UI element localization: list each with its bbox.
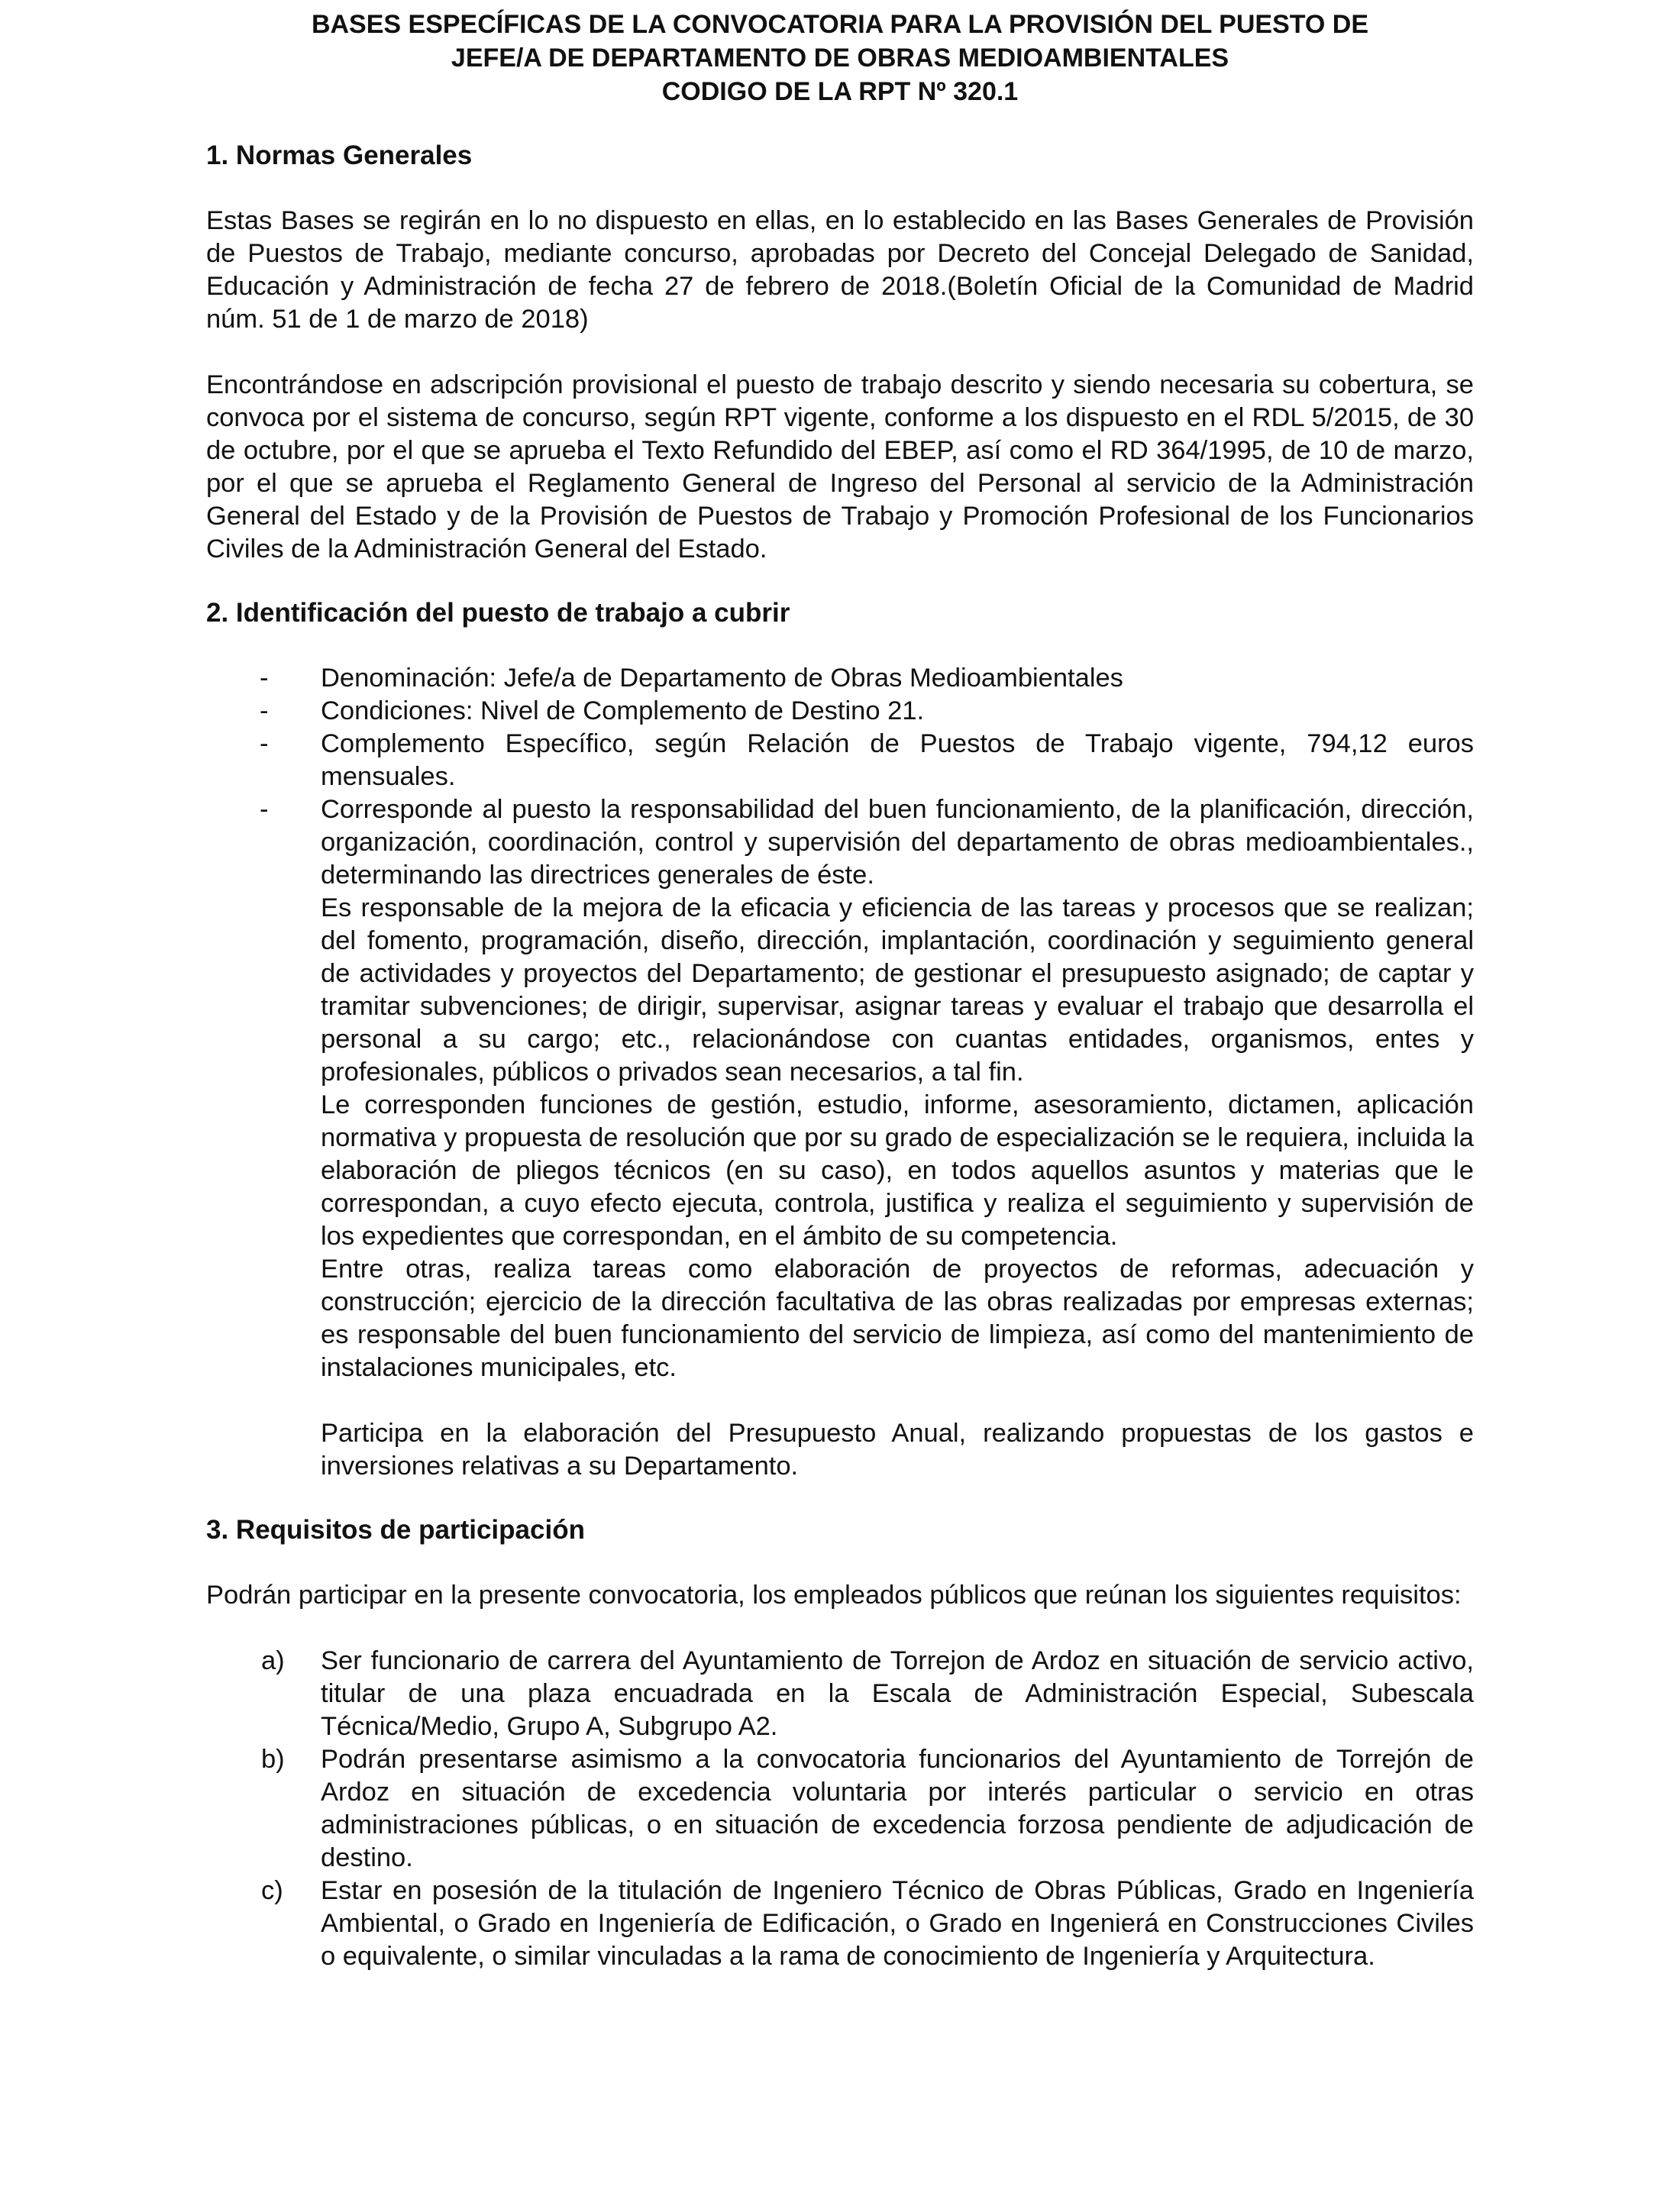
- list-item: [206, 793, 1474, 892]
- document-page: [206, 0, 1474, 1973]
- item-marker: c): [261, 1876, 283, 1905]
- document-title: [199, 8, 1481, 108]
- list-item-text: Denominación: Jefe/a de Departamento de Obras Medioambientales: [321, 664, 1123, 693]
- list-item: [206, 1875, 1474, 1973]
- position-details-list: [206, 662, 1474, 892]
- section-3-paragraph-1: Podrán participar en la presente convocatoria, los empleados públicos que reúnan los siguientes requisitos:: [206, 1581, 1462, 1610]
- list-item-text: Complemento Específico, según Relación de Puestos de Trabajo vigente, 794,12 euros mensuales.: [321, 729, 1474, 791]
- responsibility-paragraph-2: Le corresponden funciones de gestión, estudio, informe, asesoramiento, dictamen, aplicación normativa y propuesta de resolución que por su grado de especialización se le requiera, incluida la elaboración de pliegos técnicos (en su caso), en todos aquellos asuntos y materias que le correspondan, a cuyo efecto ejecuta, controla, justifica y realiza el seguimiento y supervisión de los expedientes que correspondan, en el ámbito de su competencia.: [321, 1090, 1474, 1251]
- section-2-heading: 2. Identificación del puesto de trabajo a cubrir: [206, 598, 790, 628]
- bullet-marker: -: [260, 696, 269, 725]
- title-line-1: BASES ESPECÍFICAS DE LA CONVOCATORIA PARA LA PROVISIÓN DEL PUESTO DE: [311, 10, 1369, 39]
- title-line-3: CODIGO DE LA RPT Nº 320.1: [661, 77, 1019, 106]
- list-item-text: Corresponde al puesto la responsabilidad del buen funcionamiento, de la planificación, dirección, organización, coordinación, control y supervisión del departamento de obras medioambientales., determinando las directrices generales de éste.: [321, 795, 1474, 890]
- list-item: [206, 728, 1474, 793]
- list-item-text: Condiciones: Nivel de Complemento de Destino 21.: [321, 696, 925, 725]
- requirements-list: [206, 1645, 1474, 1973]
- bullet-marker: -: [260, 729, 269, 758]
- responsibility-paragraph-4: Participa en la elaboración del Presupuesto Anual, realizando propuestas de los gastos e inversiones relativas a su Departamento.: [321, 1419, 1474, 1481]
- list-item: [206, 1645, 1474, 1743]
- list-item-text: Estar en posesión de la titulación de Ingeniero Técnico de Obras Públicas, Grado en Ingeniería Ambiental, o Grado en Ingeniería de Edificación, o Grado en Ingenierá en Construcciones Civiles o equivalente, o similar vinculadas a la rama de conocimiento de Ingeniería y Arquitectura.: [321, 1876, 1474, 1971]
- section-3-heading: 3. Requisitos de participación: [206, 1515, 585, 1545]
- title-line-2: JEFE/A DE DEPARTAMENTO DE OBRAS MEDIOAMBIENTALES: [451, 44, 1229, 73]
- bullet-marker: -: [260, 795, 269, 824]
- list-item-text: Ser funcionario de carrera del Ayuntamiento de Torrejon de Ardoz en situación de servicio activo, titular de una plaza encuadrada en la Escala de Administración Especial, Subescala Técnica/Medio, Grupo A, Subgrupo A2.: [321, 1646, 1474, 1741]
- item-marker: b): [261, 1745, 285, 1774]
- item-marker: a): [261, 1646, 285, 1675]
- responsibility-paragraph-1: Es responsable de la mejora de la eficacia y eficiencia de las tareas y procesos que se realizan; del fomento, programación, diseño, dirección, implantación, coordinación y seguimiento general de actividades y proyectos del Departamento; de gestionar el presupuesto asignado; de captar y tramitar subvenciones; de dirigir, supervisar, asignar tareas y evaluar el trabajo que desarrolla el personal a su cargo; etc., relacionándose con cuantas entidades, organismos, entes y profesionales, públicos o privados sean necesarios, a tal fin.: [321, 893, 1474, 1087]
- bullet-marker: -: [260, 664, 269, 693]
- section-1-paragraph-2: Encontrándose en adscripción provisional el puesto de trabajo descrito y siendo necesaria su cobertura, se convoca por el sistema de concurso, según RPT vigente, conforme a los dispuesto en el RDL 5/2015, de 30 de octubre, por el que se aprueba el Texto Refundido del EBEP, así como el RD 364/1995, de 10 de marzo, por el que se aprueba el Reglamento General de Ingreso del Personal al servicio de la Administración General del Estado y de la Provisión de Puestos de Trabajo y Promoción Profesional de los Funcionarios Civiles de la Administración General del Estado.: [206, 370, 1474, 564]
- list-item: [206, 1743, 1474, 1875]
- section-1-heading: 1. Normas Generales: [206, 140, 473, 170]
- responsibility-paragraph-3: Entre otras, realiza tareas como elaboración de proyectos de reformas, adecuación y construcción; ejercicio de la dirección facultativa de las obras realizadas por empresas externas; es responsable del buen funcionamiento del servicio de limpieza, así como del mantenimiento de instalaciones municipales, etc.: [321, 1255, 1474, 1382]
- list-item: [206, 695, 1474, 728]
- list-item: [206, 662, 1474, 695]
- list-item-text: Podrán presentarse asimismo a la convocatoria funcionarios del Ayuntamiento de Torrejón de Ardoz en situación de excedencia voluntaria por interés particular o servicio en otras administraciones públicas, o en situación de excedencia forzosa pendiente de adjudicación de destino.: [321, 1745, 1474, 1872]
- section-1-paragraph-1: Estas Bases se regirán en lo no dispuesto en ellas, en lo establecido en las Bases Generales de Provisión de Puestos de Trabajo, mediante concurso, aprobadas por Decreto del Concejal Delegado de Sanidad, Educación y Administración de fecha 27 de febrero de 2018.(Boletín Oficial de la Comunidad de Madrid núm. 51 de 1 de marzo de 2018): [206, 206, 1474, 334]
